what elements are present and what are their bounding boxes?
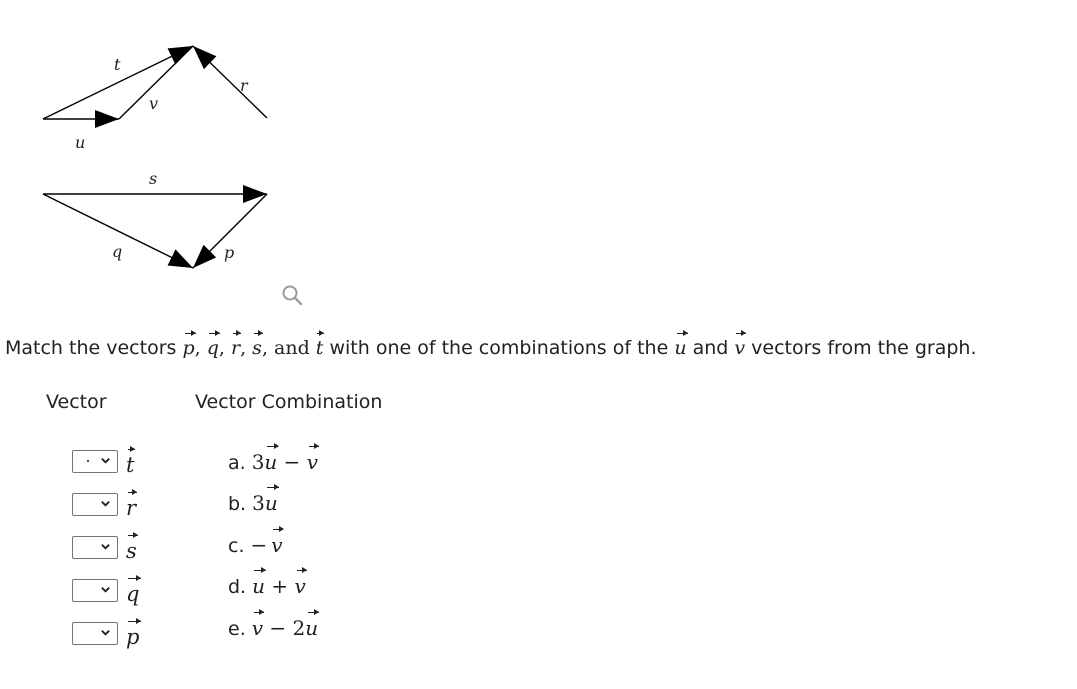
label-r: r [240, 76, 248, 95]
match-row-t [72, 448, 134, 475]
row-vector-s: s [126, 538, 137, 563]
prompt-vec-r: r [230, 337, 241, 359]
prompt-vec-v: v [734, 337, 746, 359]
row-vector-q: q [126, 581, 140, 606]
vector-diagram [0, 0, 320, 280]
match-select-p[interactable] [72, 622, 118, 645]
magnifier-icon[interactable] [280, 283, 304, 307]
label-u: u [75, 133, 86, 152]
row-vector-p: p [126, 624, 140, 649]
label-t: t [114, 55, 121, 74]
option-e: e. v − 2u [228, 616, 319, 640]
match-select-s[interactable] [72, 536, 118, 559]
option-c: c. − v [228, 533, 283, 557]
match-row-s [72, 534, 137, 561]
match-row-r [72, 491, 136, 518]
option-a: a. 3u − v [228, 450, 319, 474]
prompt-vec-p: p [182, 337, 195, 359]
select-cursor [87, 460, 89, 462]
prompt-vec-q: q [206, 337, 219, 359]
match-row-q [72, 577, 139, 604]
chevron-down-icon [100, 584, 111, 595]
label-s: s [149, 169, 158, 188]
match-select-q[interactable] [72, 579, 118, 602]
chevron-down-icon [100, 455, 111, 466]
match-select-r[interactable] [72, 493, 118, 516]
option-d: d. u + v [228, 574, 306, 598]
header-vector-combination: Vector Combination [195, 391, 383, 413]
chevron-down-icon [100, 498, 111, 509]
chevron-down-icon [100, 541, 111, 552]
vector-r [193, 46, 267, 118]
instruction-text: Match the vectors p, q, r, s, and t with one of the combinations of the u and v vectors from the graph. [5, 337, 977, 359]
match-select-t[interactable] [72, 450, 118, 473]
row-vector-r: r [126, 495, 137, 520]
header-vector: Vector [46, 391, 107, 413]
label-q: q [112, 242, 123, 261]
prompt-vec-u: u [674, 337, 687, 359]
chevron-down-icon [100, 627, 111, 638]
match-row-p [72, 620, 139, 647]
label-p: p [224, 243, 235, 262]
option-b: b. 3u [228, 491, 278, 515]
row-vector-t: t [126, 452, 135, 477]
prompt-vec-t: t [315, 337, 324, 359]
label-v: v [149, 94, 159, 113]
prompt-vec-s: s [252, 337, 262, 359]
